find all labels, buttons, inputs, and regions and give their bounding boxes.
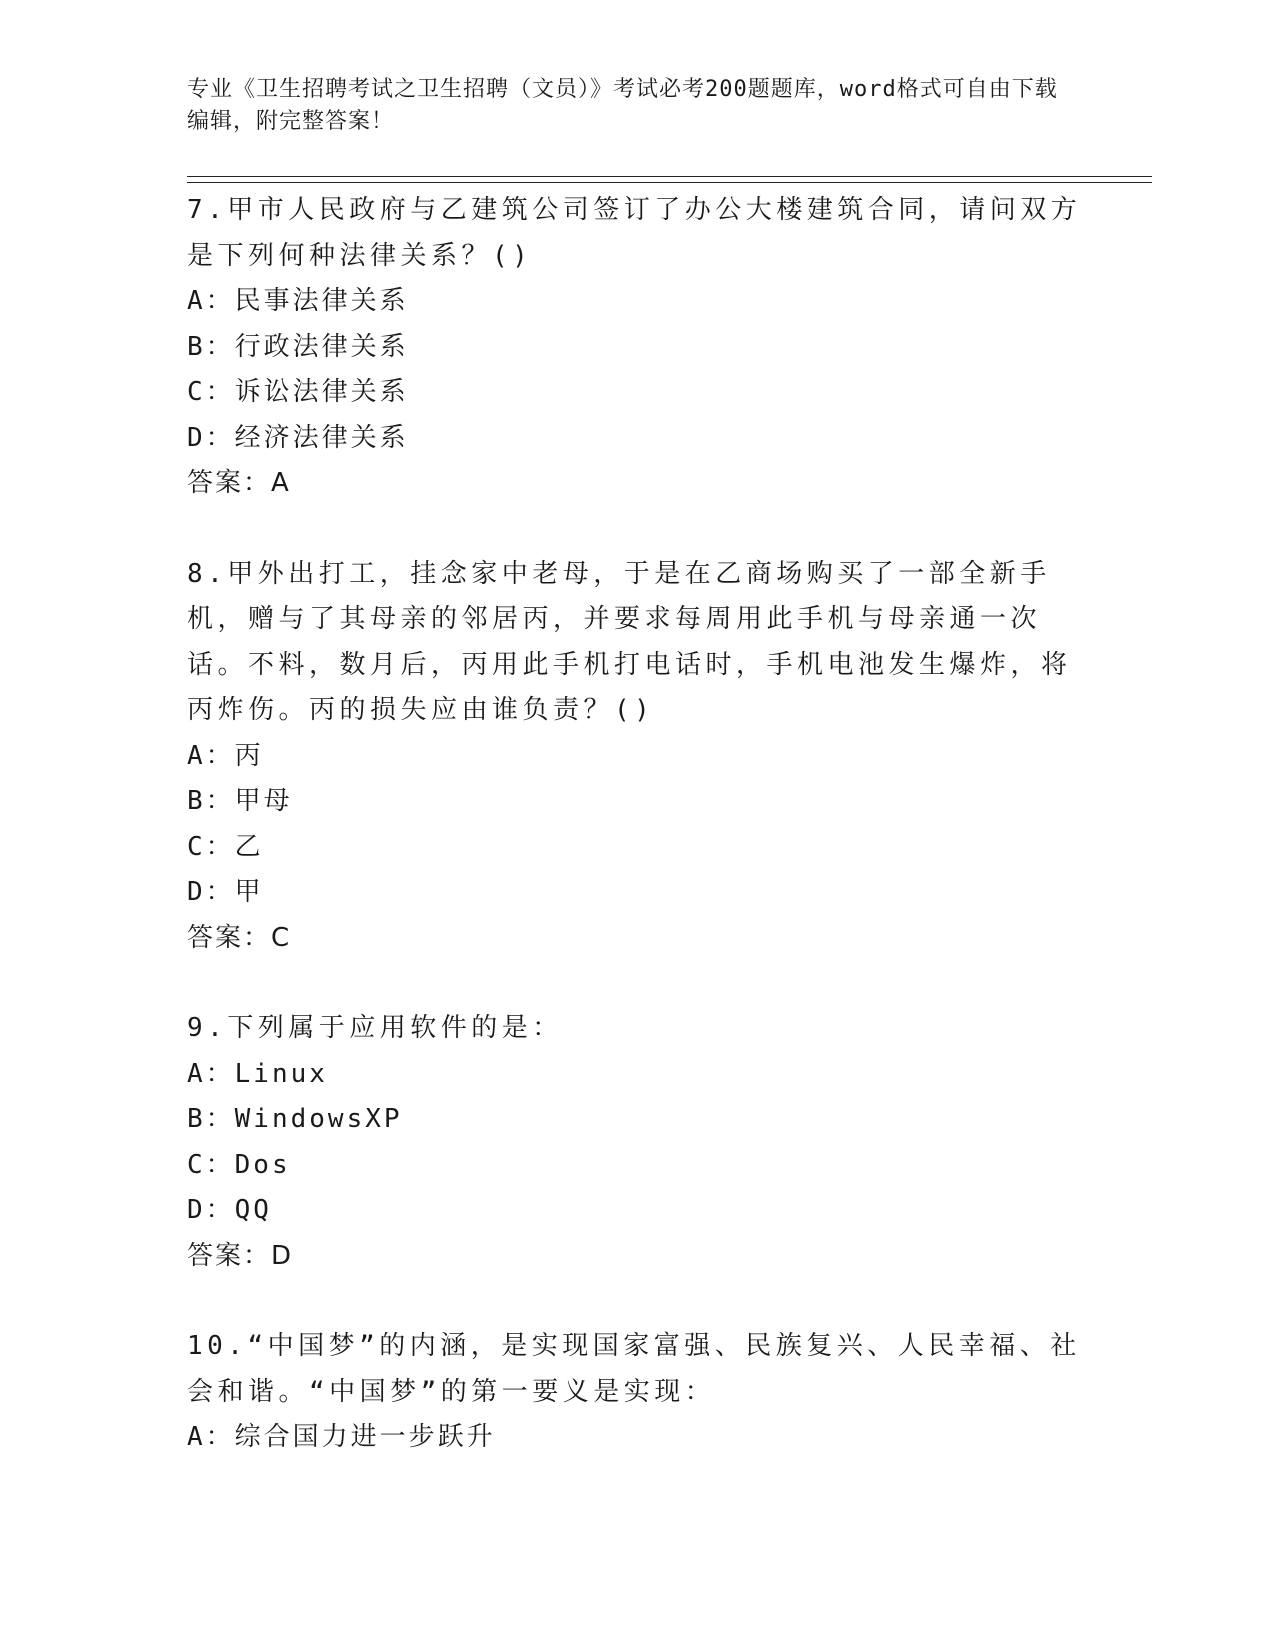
option-d: D：甲 [187, 877, 264, 907]
header-divider-top [187, 176, 1152, 177]
option-c: C：诉讼法律关系 [187, 377, 409, 407]
option-d: D：经济法律关系 [187, 422, 409, 453]
option-a: A：民事法律关系 [187, 286, 409, 316]
question-stem: 8.甲外出打工，挂念家中老母，于是在乙商场购买了一部全新手机，赠与了其母亲的邻居丙，并要求每周用此手机与母亲通一次话。不料，数月后，丙用此手机打电话时，手机电池发生爆炸，将丙炸伤。丙的损失应由谁负责？() [187, 558, 1072, 725]
option-a: A：丙 [187, 740, 264, 771]
answer-line: 答案：C [187, 922, 292, 953]
option-c: C：乙 [187, 831, 264, 862]
question-stem: 7.甲市人民政府与乙建筑公司签订了办公大楼建筑合同，请问双方是下列何种法律关系？() [187, 195, 1082, 271]
answer-line: 答案：A [187, 468, 291, 498]
document-header: 专业《卫生招聘考试之卫生招聘（文员）》考试必考200题题库，word格式可自由下载编辑，附完整答案！ [187, 77, 1058, 134]
question-10 [187, 1324, 1087, 1461]
option-b: B：甲母 [187, 786, 293, 816]
question-stem: 10.“中国梦”的内涵，是实现国家富强、民族复兴、人民幸福、社会和谐。“中国梦”的第一要义是实现： [187, 1331, 1081, 1407]
header-divider-bottom [187, 182, 1152, 183]
option-b: B：行政法律关系 [187, 331, 409, 362]
option-a: A：Linux [187, 1058, 328, 1089]
question-9 [187, 1006, 1087, 1279]
spacer [187, 961, 1087, 1006]
question-8 [187, 552, 1087, 962]
question-list [187, 188, 1087, 1461]
question-stem: 9.下列属于应用软件的是： [187, 1013, 563, 1043]
answer-line: 答案：D [187, 1240, 294, 1271]
spacer [187, 507, 1087, 552]
option-d: D：QQ [187, 1195, 272, 1225]
option-a: A：综合国力进一步跃升 [187, 1422, 496, 1452]
spacer [187, 1279, 1087, 1324]
question-7 [187, 188, 1087, 507]
option-c: C：Dos [187, 1149, 291, 1180]
option-b: B：WindowsXP [187, 1104, 403, 1134]
